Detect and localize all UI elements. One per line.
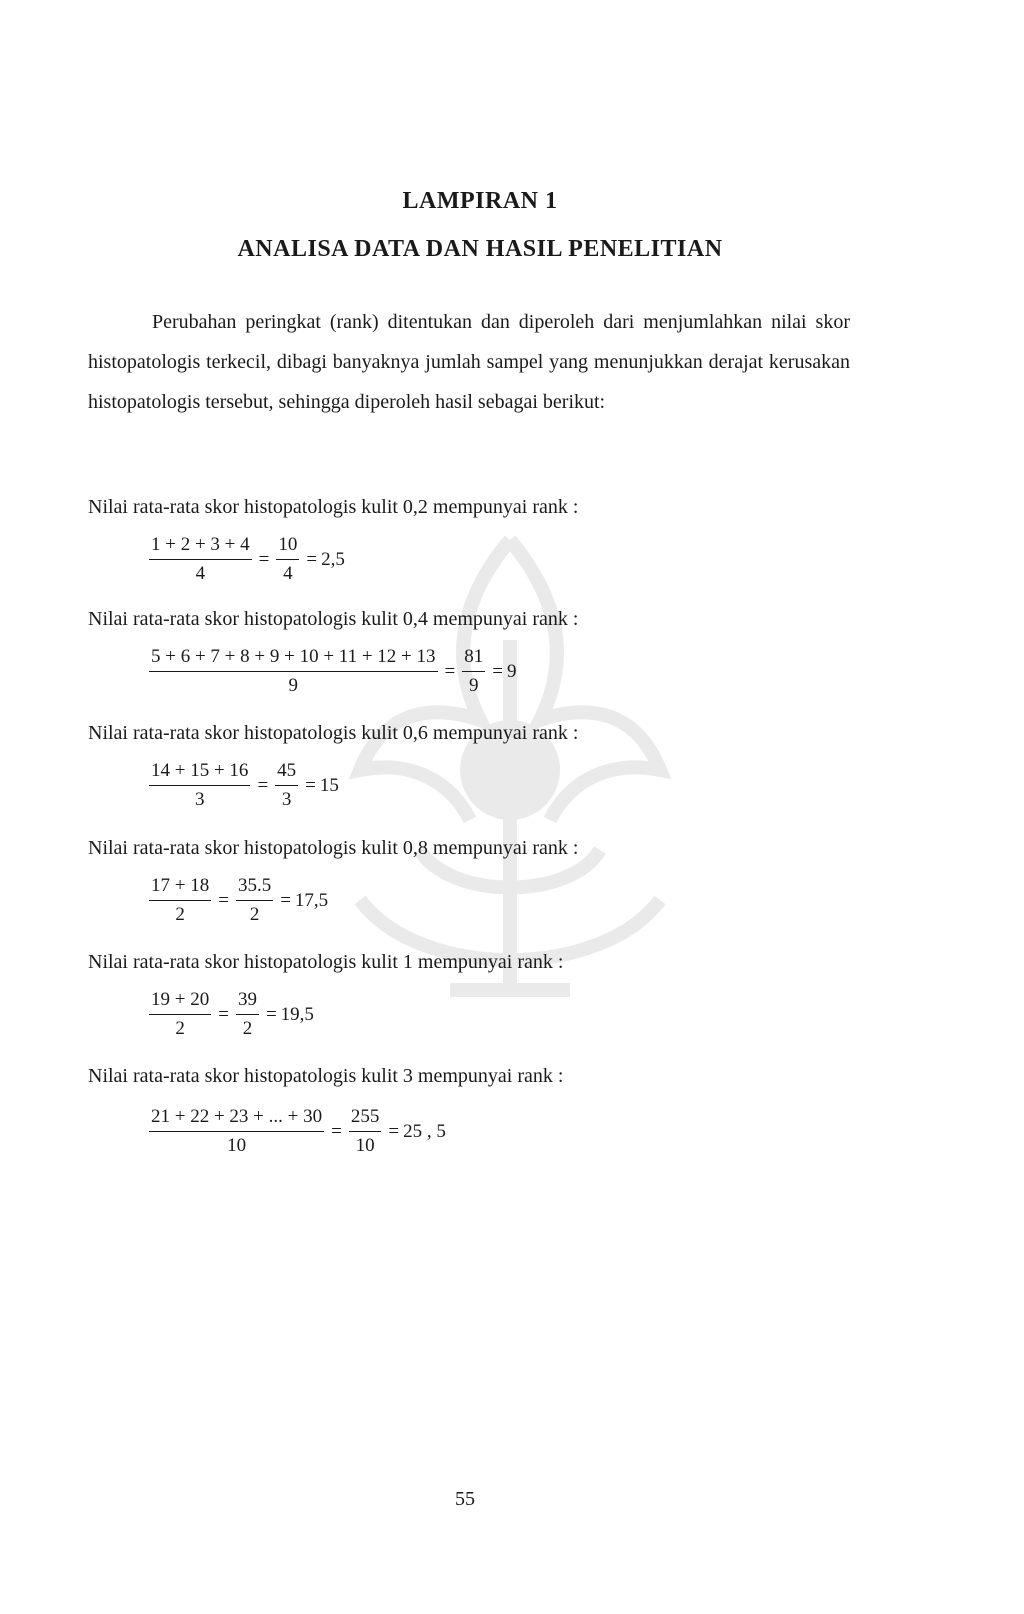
rank-equation-1	[146, 989, 314, 1040]
rank-result: 15	[319, 774, 339, 796]
denominator: 4	[195, 563, 206, 584]
equals-sign: =	[265, 1003, 277, 1025]
denominator: 10	[227, 1135, 247, 1156]
denominator: 2	[249, 904, 260, 925]
equals-sign: =	[257, 774, 269, 796]
equals-sign: =	[218, 1003, 229, 1025]
intro-paragraph: Perubahan peringkat (rank) ditentukan dan diperoleh dari menjumlahkan nilai skor histopatologis terkecil, dibagi banyaknya jumlah sampel yang menunjukkan derajat kerusakan histopatologis tersebut, sehingga diperoleh hasil sebagai berikut:	[88, 311, 850, 413]
equals-sign: =	[258, 548, 270, 570]
denominator: 4	[283, 563, 293, 584]
numerator: 5 + 6 + 7 + 8 + 9 + 10 + 11 + 12 + 13	[149, 646, 438, 672]
fraction	[149, 875, 211, 926]
fraction	[149, 989, 211, 1040]
rank-equation-0-2	[146, 534, 345, 585]
denominator: 3	[281, 789, 292, 810]
numerator: 1 + 2 + 3 + 4	[149, 534, 252, 560]
equals-sign: =	[218, 889, 229, 911]
denominator: 2	[175, 1018, 185, 1039]
fraction	[349, 1106, 382, 1157]
rank-label-1: Nilai rata-rata skor histopatologis kulit 1 mempunyai rank :	[88, 951, 564, 973]
rank-label-0-8: Nilai rata-rata skor histopatologis kulit 0,8 mempunyai rank :	[88, 837, 579, 859]
rank-equation-3	[146, 1106, 446, 1157]
rank-result: 9	[506, 660, 517, 682]
equals-sign: =	[306, 548, 318, 570]
fraction	[276, 534, 299, 585]
fraction	[149, 760, 250, 811]
numerator: 45	[275, 760, 298, 786]
fraction	[462, 646, 485, 697]
numerator: 21 + 22 + 23 + ... + 30	[149, 1106, 324, 1132]
numerator: 255	[349, 1106, 382, 1132]
page-subtitle: ANALISA DATA DAN HASIL PENELITIAN	[237, 236, 723, 262]
page-number: 55	[455, 1488, 475, 1510]
denominator: 2	[242, 1018, 253, 1039]
fraction	[236, 875, 273, 926]
rank-result: 2,5	[321, 548, 345, 570]
equals-sign: =	[331, 1120, 342, 1142]
equals-sign: =	[388, 1120, 400, 1142]
equals-sign: =	[280, 889, 291, 911]
equals-sign: =	[444, 660, 456, 682]
fraction	[275, 760, 298, 811]
rank-equation-0-8	[146, 875, 328, 926]
numerator: 35.5	[236, 875, 273, 901]
numerator: 10	[276, 534, 299, 560]
numerator: 14 + 15 + 16	[149, 760, 250, 786]
rank-result: 19,5	[280, 1003, 314, 1025]
rank-label-0-2: Nilai rata-rata skor histopatologis kulit 0,2 mempunyai rank :	[88, 496, 579, 518]
rank-label-3: Nilai rata-rata skor histopatologis kulit 3 mempunyai rank :	[88, 1065, 564, 1087]
rank-label-0-6: Nilai rata-rata skor histopatologis kulit 0,6 mempunyai rank :	[88, 722, 579, 744]
rank-label-0-4: Nilai rata-rata skor histopatologis kulit 0,4 mempunyai rank :	[88, 608, 579, 630]
numerator: 19 + 20	[149, 989, 211, 1015]
numerator: 17 + 18	[149, 875, 211, 901]
equals-sign: =	[492, 660, 503, 682]
numerator: 81	[462, 646, 485, 672]
rank-equation-0-6	[146, 760, 339, 811]
denominator: 9	[288, 675, 299, 696]
rank-result: 25 , 5	[403, 1120, 446, 1142]
page-title: LAMPIRAN 1	[402, 188, 558, 214]
denominator: 9	[469, 675, 479, 696]
fraction	[149, 1106, 324, 1157]
fraction	[236, 989, 259, 1040]
denominator: 10	[355, 1135, 375, 1156]
rank-equation-0-4	[146, 646, 516, 697]
rank-result: 17,5	[294, 889, 329, 911]
equals-sign: =	[305, 774, 316, 796]
denominator: 2	[175, 904, 185, 925]
denominator: 3	[194, 789, 205, 810]
numerator: 39	[236, 989, 259, 1015]
fraction	[149, 646, 438, 697]
fraction	[149, 534, 252, 585]
